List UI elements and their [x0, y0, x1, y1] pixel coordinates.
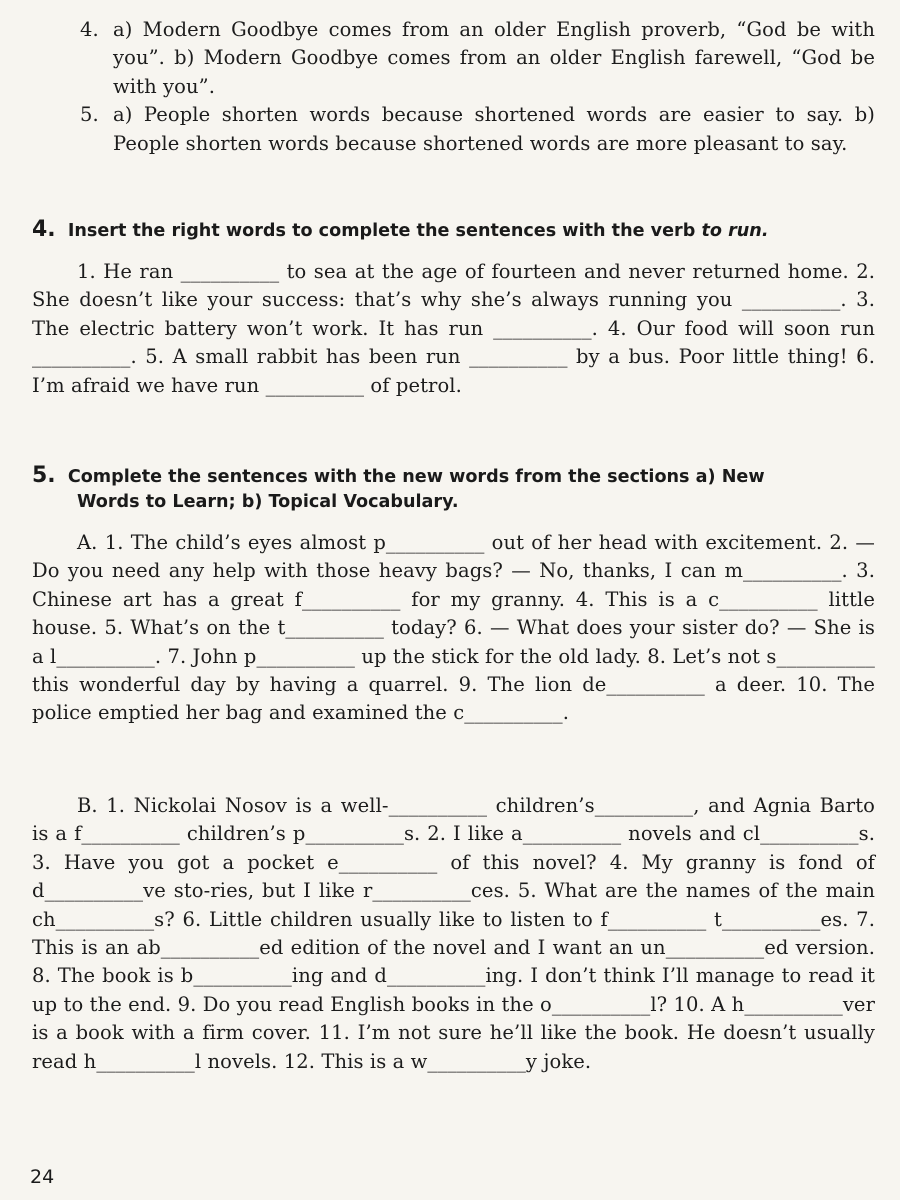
list-item: [80, 101, 875, 158]
exercise-instruction: Complete the sentences with the new words from the sections a) New: [67, 467, 765, 487]
item-text: a) People shorten words because shortened words are easier to say. b) People shorten words because shortened words are more pleasant to say.: [113, 103, 875, 155]
answer-options-list: [80, 16, 875, 158]
exercise-instruction: Insert the right words to complete the sentences with the verb: [67, 221, 696, 241]
exercise-paragraph: 1. He ran __________ to sea at the age of fourteen and never returned home. 2. She doesn’t like your success: that’s why she’s always running you __________. 3. The electric battery won’t work. It has run __________. 4. Our food will soon run __________. 5. A small rabbit has been run __________ by a bus. Poor little thing! 6. I’m afraid we have run __________ of petrol.: [32, 260, 875, 397]
item-number: 4.: [80, 18, 99, 41]
item-number: 5.: [80, 103, 99, 127]
page-number: 24: [30, 1166, 55, 1188]
exercise-4-heading: [32, 217, 877, 244]
exercise-5-part-b: [32, 792, 875, 1076]
exercise-5-heading: [32, 463, 877, 515]
exercise-paragraph: A. 1. The child’s eyes almost p__________ out of her head with excitement. 2. — Do you need any help with those heavy bags? — No, thanks, I can m__________. 3. Chinese art has a great f__________ for my granny. 4. This is a c__________ little house. 5. What’s on the t__________ today? 6. — What does your sister do? — She is a l__________. 7. John p__________ up the stick for the old lady. 8. Let’s not s__________ this wonderful day by having a quarrel. 9. The lion de__________ a deer. 10. The police emptied her bag and examined the c__________.: [32, 531, 876, 725]
exercise-4-text: [32, 258, 875, 400]
item-text: a) Modern Goodbye comes from an older English proverb, “God be with you”. b) Modern Goodbye comes from an older English farewell, “God be with you”.: [113, 18, 875, 98]
exercise-instruction-verb: to run.: [701, 221, 769, 241]
exercise-paragraph: B. 1. Nickolai Nosov is a well-__________ children’s__________, and Agnia Barto is a f__________ children’s p__________s. 2. I like a__________ novels and cl__________s. 3. Have you got a pocket e__________ of this novel? 4. My granny is fond of d__________ve sto-ries, but I like r__________ces. 5. What are the names of the main ch__________s? 6. Little children usually like to listen to f__________ t__________es. 7. This is an ab__________ed edition of the novel and I want an un__________ed version. 8. The book is b__________ing and d__________ing. I don’t think I’ll manage to read it up to the end. 9. Do you read English books in the o__________l? 10. A h__________ver is a book with a firm cover. 11. I’m not sure he’ll like the book. He doesn’t usually read h__________l novels. 12. This is a w__________y joke.: [32, 794, 875, 1073]
exercise-number: 4.: [32, 217, 56, 242]
exercise-number: 5.: [32, 463, 56, 488]
exercise-5-part-a: [32, 529, 875, 728]
list-item: [80, 16, 875, 101]
exercise-instruction-continued: Words to Learn; b) Topical Vocabulary.: [77, 492, 459, 512]
